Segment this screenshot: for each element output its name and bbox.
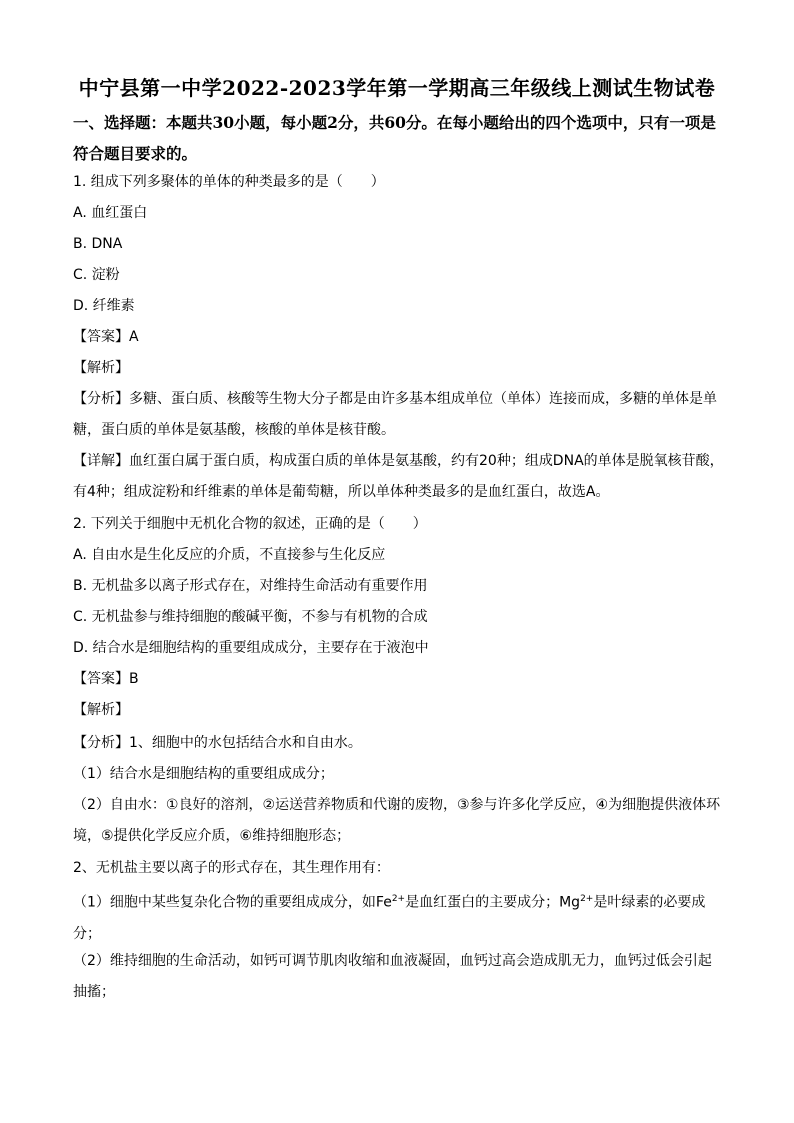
q2-option-b: B. 无机盐多以离子形式存在，对维持生命活动有重要作用 (73, 578, 428, 594)
q1-option-b: B. DNA (73, 236, 123, 252)
fe-charge-sup: 2+ (391, 894, 406, 904)
q1-option-a: A. 血红蛋白 (73, 205, 148, 221)
q2-answer: 【答案】B (73, 671, 139, 687)
q1-answer: 【答案】A (73, 329, 139, 345)
section-heading: 一、选择题：本题共30小题，每小题2分，共60分。在每小题给出的四个选项中，只有一项是符合题目要求的。 (73, 113, 716, 163)
q2-fenxi-1: 【分析】1、细胞中的水包括结合水和自由水。 (73, 735, 362, 751)
q2-option-c: C. 无机盐参与维持细胞的酸碱平衡，不参与有机物的合成 (73, 609, 428, 625)
q2-fenxi-6: （2）维持细胞的生命活动，如钙可调节肌肉收缩和血液凝固，血钙过高会造成肌无力，血钙过低会引起抽搐； (73, 953, 712, 1000)
q1-option-d: D. 纤维素 (73, 298, 135, 314)
q2-option-a: A. 自由水是生化反应的介质，不直接参与生化反应 (73, 547, 386, 563)
q1-fenxi: 【分析】多糖、蛋白质、核酸等生物大分子都是由许多基本组成单位（单体）连接而成，多糖的单体是单糖，蛋白质的单体是氨基酸，核酸的单体是核苷酸。 (73, 391, 717, 438)
q1-analysis-label: 【解析】 (73, 360, 129, 376)
q2-analysis-label: 【解析】 (73, 702, 129, 718)
q2-stem: 2. 下列关于细胞中无机化合物的叙述，正确的是（ ） (73, 516, 427, 532)
mg-charge-sup: 2+ (580, 894, 594, 904)
q2-fenxi-3: （2）自由水：①良好的溶剂，②运送营养物质和代谢的废物，③参与许多化学反应，④为细胞提供液体环境，⑤提供化学反应介质，⑥维持细胞形态； (73, 797, 721, 844)
q2-fenxi-5-part-c: 是叶绿素的必要成分； (73, 894, 706, 942)
q1-stem: 1. 组成下列多聚体的单体的种类最多的是（ ） (73, 174, 385, 190)
q1-xiangjie: 【详解】血红蛋白属于蛋白质，构成蛋白质的单体是氨基酸，约有20种；组成DNA的单体是脱氧核苷酸，有4种；组成淀粉和纤维素的单体是葡萄糖，所以单体种类最多的是血红蛋白，故选A。 (73, 453, 724, 500)
q2-fenxi-5-part-b: 是血红蛋白的主要成分；Mg (405, 894, 581, 911)
q2-fenxi-4: 2、无机盐主要以离子的形式存在，其生理作用有： (73, 860, 390, 876)
page-title: 中宁县第一中学2022-2023学年第一学期高三年级线上测试生物试卷 (78, 76, 716, 100)
q2-fenxi-5 (73, 884, 725, 950)
q2-fenxi-2: （1）结合水是细胞结构的重要组成成分； (73, 766, 334, 782)
q1-option-c: C. 淀粉 (73, 267, 120, 283)
q2-option-d: D. 结合水是细胞结构的重要组成成分，主要存在于液泡中 (73, 640, 429, 656)
q2-fenxi-5-part-a: （1）细胞中某些复杂化合物的重要组成成分，如Fe (73, 894, 392, 911)
